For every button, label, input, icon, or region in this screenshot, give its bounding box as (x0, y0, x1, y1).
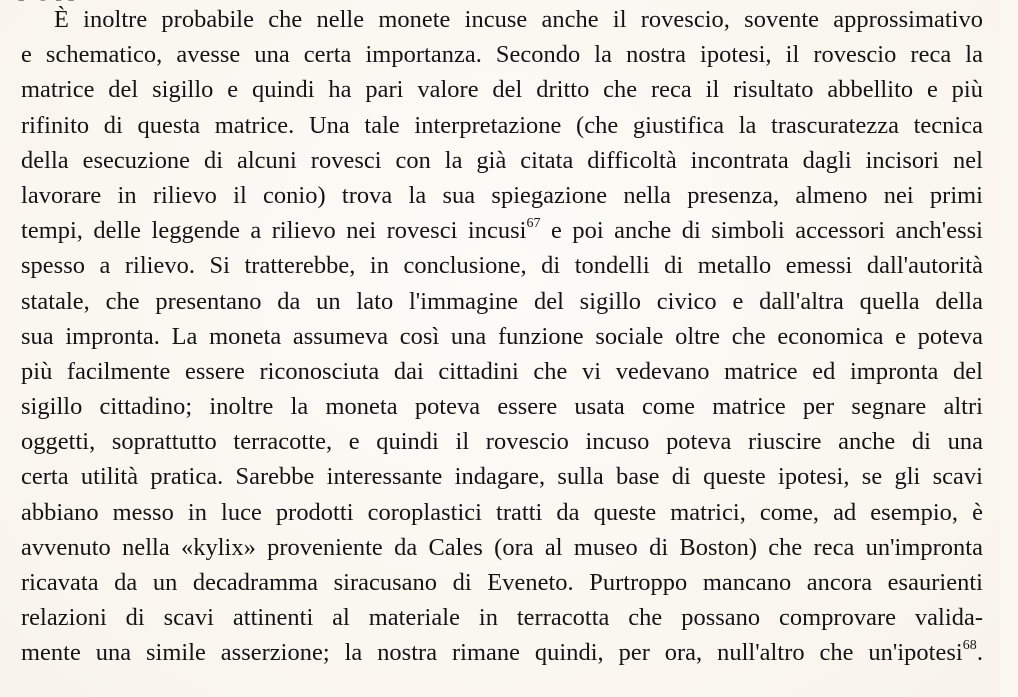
text-line-3: matrice del sigillo e quindi ha pari valore del dritto che reca il risultato abbellito e più (21, 76, 983, 104)
text-line-17: ricavata da un decadramma siracusano di Eveneto. Purtroppo mancano ancora esaurienti (21, 569, 983, 596)
text-line-12: sigillo cittadino; inoltre la moneta poteva essere usata come matrice per segnare altri (21, 393, 983, 421)
text-line-8: spesso a rilievo. Si tratterebbe, in conclusione, di tondelli di metallo emessi dall'autorità (21, 252, 983, 280)
footnote-ref-67: 67 (526, 216, 541, 232)
text-line-7: tempi, delle leggende a rilievo nei rovesci incusi$^{67}$ e poi anche di simboli accessori anch'essi (21, 216, 983, 245)
footnote-ref-68: 68 (962, 638, 977, 654)
paragraph (21, 2, 983, 671)
text-line-1: È inoltre probabile che nelle monete incuse anche il rovescio, sovente approssimativo (54, 6, 983, 33)
text-line-14: certa utilità pratica. Sarebbe interessante indagare, sulla base di queste ipotesi, se gli scavi (21, 463, 983, 491)
text-line-10: sua impronta. La moneta assumeva così una funzione sociale oltre che economica e poteva (21, 322, 983, 350)
text-line-4: rifinito di questa matrice. Una tale interpretazione (che giustifica la trascuratezza tecnica (21, 111, 983, 139)
text-line-15: abbiano messo in luce prodotti coroplastici tratti da queste matrici, come, ad esempio, è (21, 498, 983, 526)
text-line-19: mente una simile asserzione; la nostra rimane quindi, per ora, null'altro che un'ipotesi$^{68}$. (21, 638, 983, 667)
text-line-13: oggetti, soprattutto terracotte, e quindi il rovescio incuso poteva riuscire anche di una (21, 428, 983, 456)
text-line-11: più facilmente essere riconosciuta dai cittadini che vi vedevano matrice ed impronta del (21, 357, 983, 385)
text-line-16: avvenuto nella «kylix» proveniente da Cales (ora al museo di Boston) che reca un'impronta (21, 533, 983, 561)
text-line-18: relazioni di scavi attinenti al materiale in terracotta che possano comprovare valida- (21, 604, 983, 632)
text-line-6: lavorare in rilievo il conio) trova la sua spiegazione nella presenza, almeno nei primi (21, 181, 983, 209)
text-line-9: statale, che presentano da un lato l'immagine del sigillo civico e dall'altra quella della (21, 287, 983, 315)
text-line-5: della esecuzione di alcuni rovesci con la già citata difficoltà incontrata dagli incisori nel (21, 146, 983, 174)
text-line-2: e schematico, avesse una certa importanza. Secondo la nostra ipotesi, il rovescio reca la (21, 41, 983, 69)
